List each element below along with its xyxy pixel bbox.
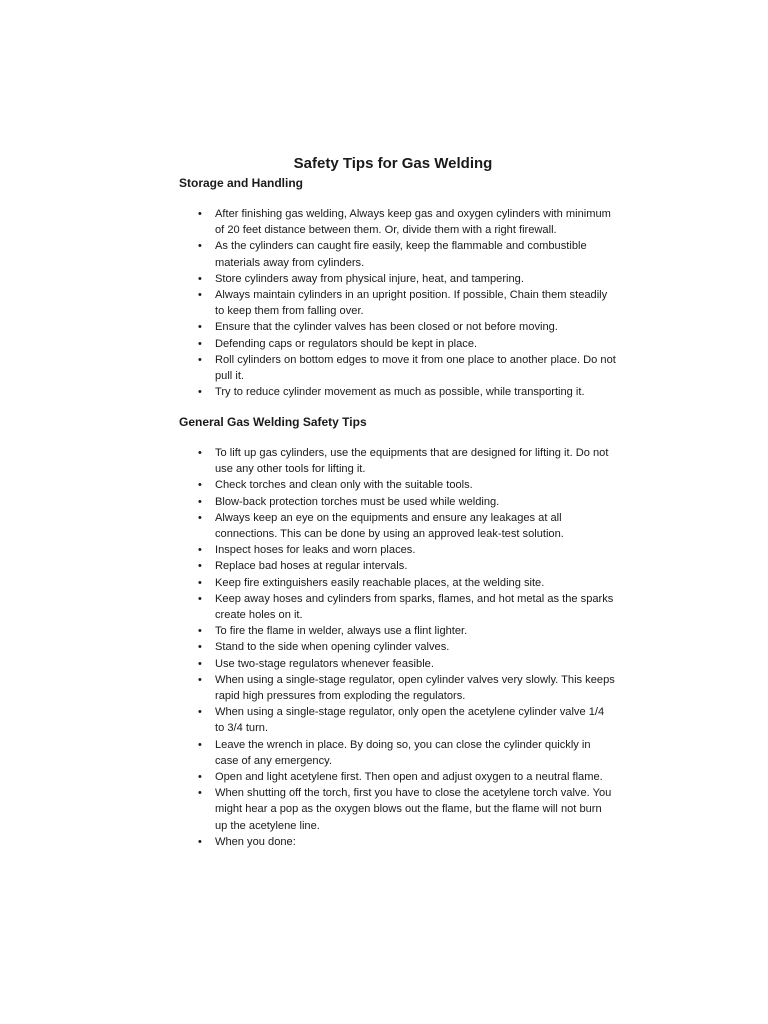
list-item [196,704,616,736]
list-item [196,672,616,704]
list-item [196,623,616,639]
list-item [196,575,616,591]
list-item-text: Inspect hoses for leaks and worn places. [215,544,416,557]
list-item [196,591,616,623]
list-item [196,477,616,493]
list-item-text: Keep away hoses and cylinders from sparks, flames, and hot metal as the sparks create holes on it. [215,592,614,622]
bullet-icon: • [198,240,202,253]
bullet-icon: • [198,738,202,751]
bullet-icon: • [198,560,202,573]
list-item-text: When using a single-stage regulator, only open the acetylene cylinder valve 1/4 to 3/4 turn. [215,706,605,735]
section-heading-general-safety-tips: General Gas Welding Safety Tips [179,415,367,429]
list-item [196,384,616,400]
list-item [196,737,616,769]
list-item-text: After finishing gas welding, Always keep gas and oxygen cylinders with minimum of 20 feet distance between them. Or, divide them with a right firewall. [215,208,611,237]
bullet-list-general-safety-tips [196,445,616,850]
list-item-text: Blow-back protection torches must be used while welding. [215,495,500,508]
bullet-icon: • [198,544,202,557]
list-item-text: Use two-stage regulators whenever feasible. [215,657,434,670]
list-item [196,445,616,477]
list-item-text: As the cylinders can caught fire easily, keep the flammable and combustible materials away from cylinders. [215,240,587,269]
list-item-text: Always maintain cylinders in an upright position. If possible, Chain them steadily to keep them from falling over. [215,289,608,318]
list-item-text: Ensure that the cylinder valves has been closed or not before moving. [215,321,558,334]
list-item [196,287,616,319]
list-item-text: To lift up gas cylinders, use the equipments that are designed for lifting it. Do not use any other tools for lifting it. [215,447,609,476]
bullet-icon: • [198,625,202,638]
list-item-text: Leave the wrench in place. By doing so, you can close the cylinder quickly in case of any emergency. [215,738,591,767]
list-item-text: To fire the flame in welder, always use a flint lighter. [215,625,468,638]
list-item-text: Keep fire extinguishers easily reachable places, at the welding site. [215,576,545,589]
list-item-text: When using a single-stage regulator, open cylinder valves very slowly. This keeps rapid high pressures from exploding the regulators. [215,673,615,703]
bullet-icon: • [198,835,202,848]
bullet-icon: • [198,511,202,524]
bullet-icon: • [198,289,202,302]
list-item [196,834,616,850]
list-item [196,785,616,834]
bullet-icon: • [198,386,202,399]
list-item [196,656,616,672]
bullet-list-storage-and-handling [196,206,616,400]
list-item [196,352,616,384]
list-item-text: Always keep an eye on the equipments and ensure any leakages at all connections. This can be done by using an approved leak-test solution. [215,511,564,541]
list-item-text: Stand to the side when opening cylinder valves. [215,641,450,654]
bullet-icon: • [198,657,202,670]
list-item [196,271,616,287]
list-item-text: Check torches and clean only with the suitable tools. [215,479,473,492]
list-item [196,639,616,655]
list-item-text: When shutting off the torch, first you have to close the acetylene torch valve. You might hear a pop as the oxygen blows out the flame, but the flame will not burn up the acetylene line. [215,787,612,832]
bullet-icon: • [198,447,202,459]
list-item [196,319,616,335]
bullet-icon: • [198,353,202,366]
list-item [196,238,616,270]
list-item-text: Defending caps or regulators should be kept in place. [215,337,478,350]
bullet-icon: • [198,321,202,334]
list-item [196,494,616,510]
bullet-icon: • [198,787,202,800]
list-item [196,206,616,238]
bullet-icon: • [198,208,202,220]
list-item [196,558,616,574]
list-item-text: Roll cylinders on bottom edges to move it from one place to another place. Do not pull it. [215,353,616,383]
list-item [196,510,616,542]
list-item [196,542,616,558]
bullet-icon: • [198,479,202,492]
list-item-text: Try to reduce cylinder movement as much as possible, while transporting it. [215,386,585,399]
section-heading-storage-and-handling: Storage and Handling [179,176,304,190]
page-title: Safety Tips for Gas Welding [293,155,493,172]
bullet-icon: • [198,272,202,285]
list-item-text: Open and light acetylene first. Then open and adjust oxygen to a neutral flame. [215,771,603,784]
bullet-icon: • [198,592,202,605]
bullet-icon: • [198,706,202,719]
list-item [196,769,616,785]
bullet-icon: • [198,641,202,654]
list-item [196,336,616,352]
bullet-icon: • [198,337,202,350]
bullet-icon: • [198,673,202,686]
bullet-icon: • [198,576,202,589]
list-item-text: Replace bad hoses at regular intervals. [215,560,408,573]
bullet-icon: • [198,771,202,784]
list-item-text: When you done: [215,835,296,848]
bullet-icon: • [198,495,202,508]
list-item-text: Store cylinders away from physical injure, heat, and tampering. [215,272,524,285]
